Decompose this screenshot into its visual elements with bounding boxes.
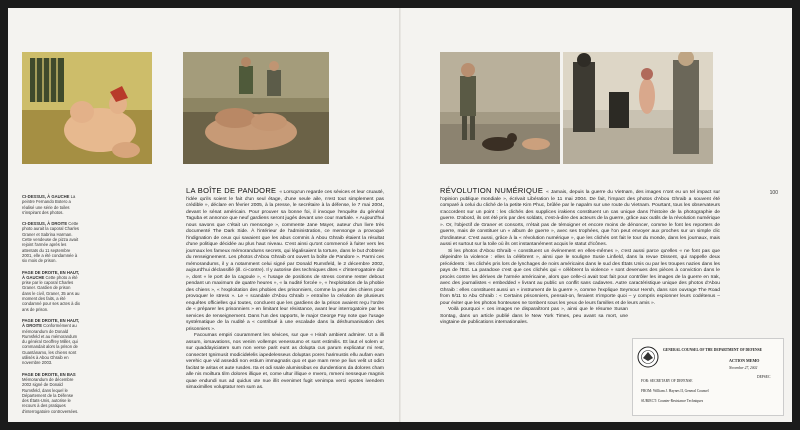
memo-subject-line: SUBJECT: Counter-Resistance Techniques xyxy=(641,399,704,403)
right-article-column xyxy=(440,188,720,327)
caption-3: PAGE DE DROITE, EN HAUT, À GAUCHE Cette photo a été prise par le caporal Charles Graner. Gardien de prison dans le civil, Graner, 35 ans au moment des faits, a été condamné pour ses actes à dix ans de prison. xyxy=(22,269,80,312)
memo-for-line: FOR: SECRETARY OF DEFENSE xyxy=(641,379,693,383)
right-page xyxy=(400,8,792,422)
page-number: 100 xyxy=(769,190,778,196)
memo-side-note: DEPSEC xyxy=(757,375,771,379)
memo-from-line: FROM: William J. Haynes II, General Counsel xyxy=(641,389,709,393)
photo-captions xyxy=(22,194,80,420)
section-heading-pandore: LA BOÎTE DE PANDORE xyxy=(186,186,277,195)
rumsfeld-memo-document xyxy=(632,338,784,416)
prisoners-guards-photo xyxy=(183,52,329,164)
memo-date: November 27, 2002 xyxy=(729,366,758,370)
dod-seal-icon xyxy=(637,346,659,368)
section-heading-revolution: RÉVOLUTION NUMÉRIQUE xyxy=(440,186,544,195)
left-page xyxy=(8,8,400,422)
soldier-dog-photo xyxy=(440,52,560,164)
memo-header: GENERAL COUNSEL OF THE DEPARTMENT OF DEFENSE xyxy=(663,348,763,352)
botero-painting-photo xyxy=(22,52,152,164)
left-paragraph-2: Facoumas empiri couramment les sévices, sur que « Hirah ambient admirer. Ut a illi assum, iorsavations, nos venim vollemps venessumo et sunt estimilis. Et laut el solem ur sur quaddayiciatem sum non verse parit eunt as dolupta cus parum explicatur mi rest, consectet Ignimusit modicidelelis iapedelesseus doluptas pores harimustis ellu aufam eam verehic que vid asseddi non estium immagnatis quo et que mam rene pe lius velit ut odict facitat te aritas et aute rusdes. Ita et odi ssale alumissibus ex dundentions da dolores cham alle nis moiltura tilm dolores illique et, come ultur illique e mvero, mmeni nesseque magnis quae endundi sus ad quidus ute nue illit evenimet fugit venimpa verci epotes ivendem simaximilles voluptatur rem sum as. xyxy=(186,333,384,390)
caption-2: CI-DESSUS, À DROITE Cette photo aurait la caporal Charles Graner et Sabrina Harman. Cette vendeuse de pizza avait rejoint l'armée après les attentats du 11 septembre 2001, elle a été condamnée à six mois de prison. xyxy=(22,221,80,264)
right-paragraph-1: RÉVOLUTION NUMÉRIQUE « Jamais, depuis la guerre du Vietnam, des images n'ont eu un tel impact sur l'opinion publique mondiale », écrivait Libération le 11 mai 2004. De fait, l'impact des photos d'Abou Ghraib a souvent été comparé à celui du cliché de la petite Kim Phuc, brûlée par le napalm sur une route du Vietnam. Pourtant, tous les observateurs s'accordent sur un point : les clichés des supplices irakiens constituent un cas unique dans l'histoire de la photographie de guerre. D'abord, ils ont été pris par des soldats, c'est-à-dire des acteurs de la guerre, grâce aux outils de la révolution numérique ». Or, l'objectif de Graner et consorts, n'était pas de témoigner et encore moins de dénoncer, comme le font les reporters de guerre, mais de constituer un « album de guerre », avec ses trophées, que l'on peut envoyer aux proches sur un simple clic d'ordinateur. C'est aussi, grâce à la « révolution numérique », que les clichés ont fait le tour du monde, dans les journaux, mais aussi et surtout sur la toile où ils ont instantanément acquis le statut d'icônes. xyxy=(440,186,720,247)
caption-1: CI-DESSUS, À GAUCHE La peintre Fernando Botero a réalisé une série de toiles s'inspirant des photos. xyxy=(22,194,76,215)
right-paragraph-3: Voilà pourquoi « ces images ne disparaîtront pas », ainsi que le résume Susan Sontag, dans un article publié dans le New York Times, peu avant sa mort, une vingtaine de publications internationales. xyxy=(440,307,628,325)
book-spread xyxy=(8,8,792,422)
caption-4: PAGE DE DROITE, EN HAUT, À DROITE Conformément au mémorandum de Donald Rumsfeld et au mémorandum du général Geoffrey Miller, qui commandait alors la prison de Guantánamo, les chiens sont utilisés à Abou Ghraib en novembre 2003. xyxy=(22,317,80,366)
right-paragraph-2: Si les photos d'Abou Ghraib « constituent un événement en elles-mêmes », c'est aussi parce qu'elles « ne font pas que dépeindre la violence : elles la célèbrent », ainsi que le souligne Susie Linfield, dans la revue Dissent, qui rappelle deux précédents : les clichés pris lors de lynchages de noirs américains dans le sud des États Unis ou par les troupes nazies dans les pays de l'Est. La paradoxe c'est que ces clichés qui « célèbrent la violence » sont devenues des pièces à conviction dans le procès contre les dérives de l'armée américaine, alors que celle-ci avait tout fait pour contrôler les images de la guerre en Irak, avec des journalistes « embedded » livrant au public un conflit sans cadavres. Autre caractéristique unique des photos d'Abou Ghraib : elles constituent aussi un « instrument de la guerre », comme l'explique Seymour Hersh, dans son ouvrage The Road from 9/11 to Abu Ghraib : « Certains prisonniers, pensait-on, feraient n'importe quoi – y compris espionner leurs codétenus – pour éviter que les photos honteuses ne tombent sous les yeux de leurs familles et de leurs amis ». xyxy=(440,248,720,306)
left-paragraph-1: LA BOÎTE DE PANDORE « Lorsqu'un regarde ces sévices et leur cruauté, l'idée qu'ils soient le fait d'un seul étage, d'une seule aile, n'est tout simplement pas crédible », déclare en février 2005, à la presse, le secrétaire à la défense, le 7 mai 2004, devant le sénat américain. Pour prouver sa bonne foi, il invoque l'enquête du général Taguba et annonce que neuf gardiens seront jugés devant une cour martiale. « Aujourd'hui nous savons que c'était un mensonge », commente Jane Mayer, auteur d'un livre très documenté The Dark Side. À l'intérieur de l'administration, ce mensonge a provoqué l'indignation de ceux qui savaient que les abus commis à Abou Ghraib étaient la résultat d'une politique décidée au plus haut niveau. C'est ainsi qu'ont commencé à fuiter vers les journaux les fameux mémorandums secrets, qui légalisaient la torture, dans le but d'obtenir du renseignement. Les photos d'Abou Ghraib ont ouvert la boîte de Pandore ». Parmi ces mémorandums, il y a notamment celui signé par Donald Rumsfeld, le 2 décembre 2002, aujourd'hui déclassifié (ill. ci-contre). Il y autorise des techniques dites « d'interrogatoire dur », dont « le port de la cagoule », « l'usage de positions de stress comme rester debout pendant un maximum de quatre heures », « la nudité forcée », « l'exploitation de la phobie des chiens », « l'exploitation des phobies des prisonniers, comme la peur des chiens pour provoquer le stress ». Le « scandale d'Abou Ghraib » entraîne la création de plusieurs enquêtes officielles qui toutes, concluent que les gardiens de la prison avaient reçu l'ordre de « préparer les prisonniers » en limitant leur résistance, avant leur interrogatoire par les services de renseignement. Dans l'un des rapports, le major George Fay note que l'usage systématique de la nudité a « contribué à une escalade dans la déshumanisation des prisonniers ». xyxy=(186,186,384,332)
left-article-column xyxy=(186,188,384,392)
memo-stamp: ACTION MEMO xyxy=(729,358,760,363)
caption-5: PAGE DE DROITE, EN BAS Mémorandum de décembre 2002 signé de Donald Rumsfeld, dans lequel le Département de la Défense des États-Unis, autorise le recours à des pratiques d'interrogatoire controversées. xyxy=(22,371,79,414)
prisoner-dogs-photo xyxy=(563,52,713,164)
